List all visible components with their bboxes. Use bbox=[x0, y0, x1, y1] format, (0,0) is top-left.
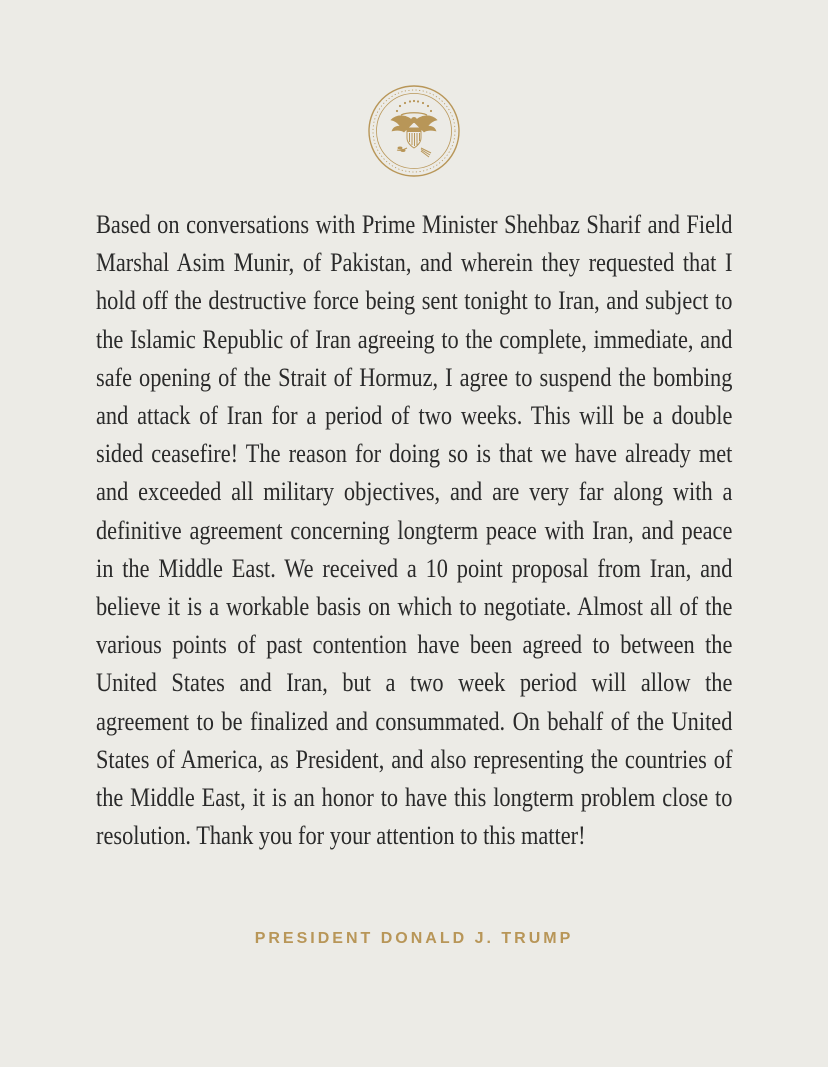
statement-body: Based on conversations with Prime Minister Shehbaz Sharif and Field Marshal Asim Munir, of Pakistan, and wherein they requested that I hold off the destructive force being sent tonight to Iran, and subject to the Islamic Republic of Iran agreeing to the complete, immediate, and safe opening of the Strait of Hormuz, I agree to suspend the bombing and attack of Iran for a period of two weeks. This will be a double sided ceasefire! The reason for doing so is that we have already met and exceeded all military objectives, and are very far along with a definitive agreement concerning longterm peace with Iran, and peace in the Middle East. We received a 10 point proposal from Iran, and believe it is a workable basis on which to negotiate. Almost all of the various points of past contention have been agreed to between the United States and Iran, but a two week period will allow the agreement to be finalized and consummated. On behalf of the United States of America, as President, and also representing the countries of the Middle East, it is an honor to have this longterm problem close to resolution. Thank you for your attention to this matter! bbox=[96, 210, 733, 851]
signature: PRESIDENT DONALD J. TRUMP bbox=[254, 930, 574, 947]
presidential-seal-icon bbox=[367, 84, 461, 178]
